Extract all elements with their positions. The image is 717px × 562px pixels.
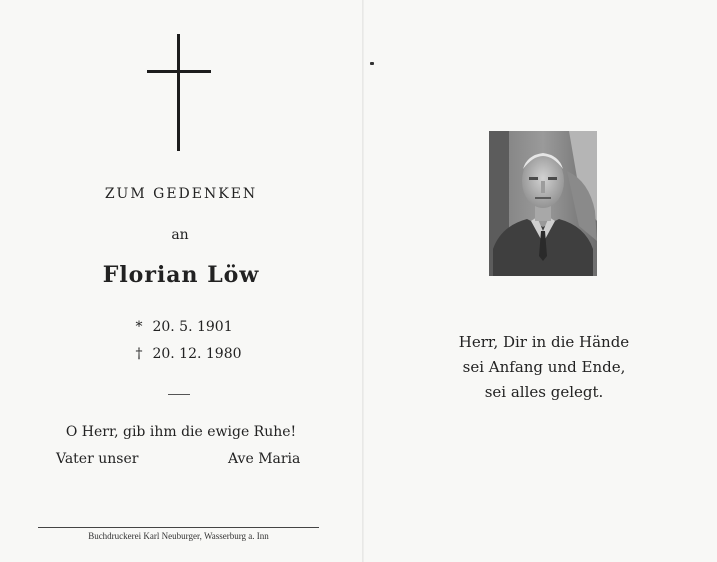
- right-panel: [364, 0, 717, 562]
- divider-dash: [168, 394, 190, 395]
- death-date: 20. 12. 1980: [152, 346, 242, 362]
- verse-line-3: sei alles gelegt.: [484, 383, 604, 401]
- cross-icon-bar: [147, 70, 211, 73]
- birth-symbol: *: [135, 319, 143, 335]
- verse-line-2: sei Anfang und Ende,: [462, 358, 626, 376]
- portrait-image: [489, 131, 597, 276]
- memorial-heading: ZUM GEDENKEN: [104, 186, 258, 202]
- prayer-text: O Herr, gib ihm die ewige Ruhe!: [65, 424, 297, 440]
- paper-speck: [370, 62, 374, 65]
- footer-rule: [38, 527, 319, 528]
- prayer-ave-maria: Ave Maria: [228, 451, 301, 467]
- an-text: an: [171, 227, 189, 243]
- birth-line: [130, 319, 270, 335]
- bible-verse: [424, 330, 664, 405]
- portrait-photo: [489, 131, 597, 276]
- cross-icon: [177, 34, 180, 151]
- death-symbol: †: [135, 346, 143, 362]
- printer-credit: Buchdruckerei Karl Neuburger, Wasserburg a. Inn: [88, 531, 269, 541]
- death-line: [130, 346, 270, 362]
- birth-date: 20. 5. 1901: [152, 319, 233, 335]
- deceased-name: Florian Löw: [102, 262, 260, 288]
- verse-line-1: Herr, Dir in die Hände: [458, 333, 630, 351]
- prayer-vater-unser: Vater unser: [56, 451, 139, 467]
